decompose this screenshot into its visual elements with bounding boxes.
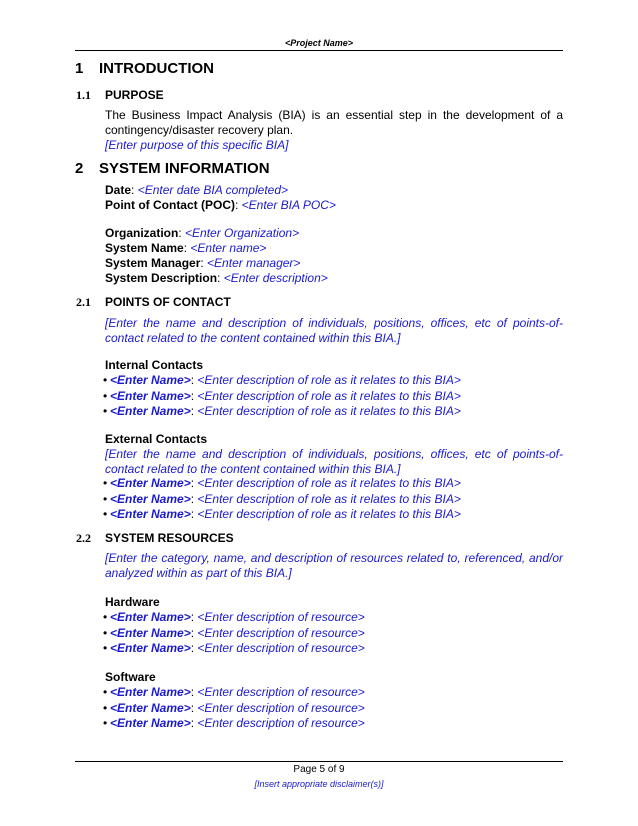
poc-line: Point of Contact (POC): <Enter BIA POC> (105, 198, 336, 212)
hardware-heading: Hardware (105, 595, 160, 609)
system-name-line: System Name: <Enter name> (105, 241, 267, 255)
system-manager-line: System Manager: <Enter manager> (105, 256, 301, 270)
subsection-title: SYSTEM RESOURCES (105, 531, 234, 545)
subsection-heading-purpose (76, 88, 164, 102)
section-title: INTRODUCTION (99, 60, 214, 77)
poc-label: Point of Contact (POC) (105, 198, 235, 212)
list-item: • <Enter Name>: <Enter description of role as it relates to this BIA> (103, 373, 461, 387)
subsection-number: 2.1 (76, 295, 91, 309)
subsection-heading-points-of-contact (76, 295, 231, 309)
footer-rule (75, 761, 563, 762)
external-contacts-list (103, 476, 461, 523)
system-manager-value: <Enter manager> (207, 256, 301, 270)
date-line: Date: <Enter date BIA completed> (105, 183, 289, 197)
system-manager-label: System Manager (105, 256, 201, 270)
system-description-value: <Enter description> (223, 271, 328, 285)
resources-placeholder: [Enter the category, name, and description of resources related to, referenced, and/or analyzed within as part of this BIA.] (105, 551, 563, 580)
system-name-value: <Enter name> (190, 241, 267, 255)
organization-value: <Enter Organization> (185, 226, 300, 240)
date-label: Date (105, 183, 132, 197)
list-item: • <Enter Name>: <Enter description of resource> (103, 716, 365, 730)
list-item: • <Enter Name>: <Enter description of role as it relates to this BIA> (103, 404, 461, 418)
list-item: • <Enter Name>: <Enter description of role as it relates to this BIA> (103, 476, 461, 490)
software-list (103, 685, 365, 732)
poc-value: <Enter BIA POC> (241, 198, 336, 212)
section-number: 2 (75, 160, 84, 177)
poc-placeholder: [Enter the name and description of individuals, positions, offices, etc of points-of-contact related to the content contained within this BIA.] (105, 316, 563, 345)
external-contacts-placeholder: [Enter the name and description of individuals, positions, offices, etc of points-of-contact related to the content contained within this BIA.] (105, 447, 563, 476)
external-contacts-heading: External Contacts (105, 432, 208, 446)
internal-contacts-heading: Internal Contacts (105, 358, 204, 372)
subsection-title: PURPOSE (105, 88, 164, 102)
section-number: 1 (75, 60, 84, 77)
subsection-title: POINTS OF CONTACT (105, 295, 231, 309)
system-name-label: System Name (105, 241, 184, 255)
list-item: • <Enter Name>: <Enter description of role as it relates to this BIA> (103, 388, 461, 403)
header-rule (75, 50, 563, 51)
page-header: <Project Name> (284, 38, 354, 48)
section-heading-introduction (75, 60, 214, 77)
date-value: <Enter date BIA completed> (137, 183, 289, 197)
system-description-line: System Description: <Enter description> (105, 271, 328, 285)
footer-disclaimer: [Insert appropriate disclaimer(s)] (254, 779, 384, 789)
purpose-paragraph: The Business Impact Analysis (BIA) is an essential step in the development of a contingency/disaster recovery plan. (105, 108, 563, 137)
list-item: • <Enter Name>: <Enter description of role as it relates to this BIA> (103, 507, 461, 521)
list-item: • <Enter Name>: <Enter description of role as it relates to this BIA> (103, 491, 461, 506)
list-item: • <Enter Name>: <Enter description of resource> (103, 700, 365, 715)
system-description-label: System Description (105, 271, 218, 285)
organization-label: Organization (105, 226, 179, 240)
purpose-placeholder: [Enter purpose of this specific BIA] (105, 138, 289, 152)
software-heading: Software (105, 670, 156, 684)
section-title: SYSTEM INFORMATION (99, 160, 270, 177)
page-number: Page 5 of 9 (293, 764, 345, 775)
subsection-number: 1.1 (76, 88, 91, 102)
organization-line: Organization: <Enter Organization> (105, 226, 300, 240)
subsection-heading-system-resources (76, 531, 234, 545)
list-item: • <Enter Name>: <Enter description of resource> (103, 625, 365, 640)
list-item: • <Enter Name>: <Enter description of resource> (103, 685, 365, 699)
internal-contacts-list (103, 373, 461, 420)
hardware-list (103, 610, 365, 657)
section-heading-system-information (75, 160, 270, 177)
list-item: • <Enter Name>: <Enter description of resource> (103, 610, 365, 624)
subsection-number: 2.2 (76, 531, 91, 545)
list-item: • <Enter Name>: <Enter description of resource> (103, 641, 365, 655)
